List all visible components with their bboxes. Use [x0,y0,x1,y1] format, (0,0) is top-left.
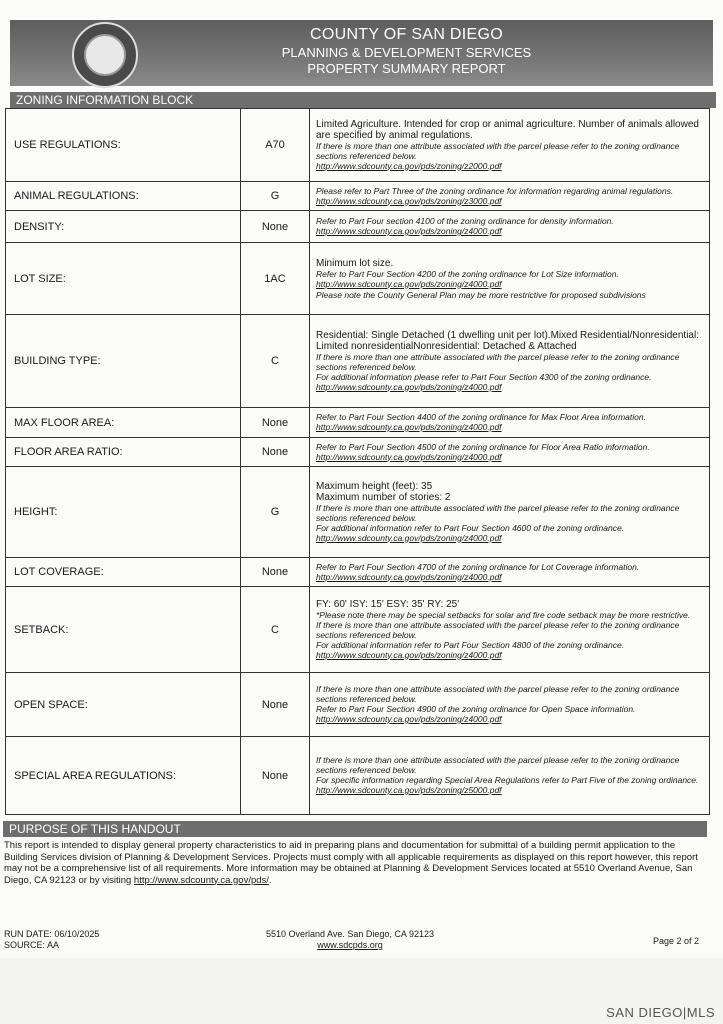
ordinance-link[interactable]: http://www.sdcounty.ca.gov/pds/zoning/z3000.pdf [316,195,502,206]
zoning-code: A70 [241,109,310,182]
description-line: Refer to Part Four Section 4200 of the zoning ordinance for Lot Size information. [316,268,619,279]
ordinance-link[interactable]: http://www.sdcounty.ca.gov/pds/zoning/z2000.pdf [316,160,502,171]
description-line: Refer to Part Four Section 4400 of the zoning ordinance for Max Floor Area information. [316,412,646,422]
description-line: Refer to Part Four section 4100 of the zoning ordinance for density information. [316,216,614,226]
description-line: Minimum lot size. [316,257,394,269]
zoning-code: C [241,315,310,408]
page-number: Page 2 of 2 [652,936,699,946]
zoning-description [310,408,710,438]
source: SOURCE: AA [4,940,60,950]
zoning-label: SPECIAL AREA REGULATIONS: [6,737,241,815]
zoning-code: None [241,673,310,737]
zoning-description [310,587,710,673]
footer-address: 5510 Overland Ave. San Diego, CA 92123 [266,929,434,939]
ordinance-link[interactable]: http://www.sdcounty.ca.gov/pds/zoning/z4000.pdf [316,714,502,724]
description-line: Limited Agriculture. Intended for crop or animal agriculture. Number of animals allowed are specified by animal regulations. [316,118,699,141]
zoning-row [6,558,710,587]
ordinance-link[interactable]: http://www.sdcounty.ca.gov/pds/zoning/z4000.pdf [316,278,502,289]
zoning-description [310,182,710,211]
zoning-row [6,109,710,182]
zoning-description [310,558,710,587]
zoning-code: G [241,467,310,558]
purpose-body: This report is intended to display general property characteristics to aid in preparing plans and documentation for submittal of a building permit application to the Building Services division of Planning & Development Services. Projects must comply with all applicable requirements as displayed on this report however, this report may not be a comprehensive list of all requirements. More information may be obtained at Planning & Development Services located at 5510 Overland Avenue, San Diego, CA 92123 or by visiting [4,840,698,886]
zoning-code: C [241,587,310,673]
zoning-row [6,408,710,438]
zoning-label: DENSITY: [6,211,241,243]
description-line: For additional information refer to Part Four Section 4600 of the zoning ordinance. [316,522,625,533]
zoning-section-title: ZONING INFORMATION BLOCK [10,92,716,108]
mls-watermark: SAN DIEGO|MLS [606,1005,715,1020]
zoning-description [310,673,710,737]
description-line: Refer to Part Four Section 4500 of the zoning ordinance for Floor Area Ratio information. [316,441,650,452]
report-header [10,20,713,86]
description-line: Maximum height (feet): 35 [316,480,433,492]
description-line: Please note the County General Plan may be more restrictive for proposed subdivisions [316,289,646,300]
county-title: COUNTY OF SAN DIEGO [310,26,503,43]
description-line: Maximum number of stories: 2 [316,491,451,503]
zoning-row [6,182,710,211]
zoning-label: ANIMAL REGULATIONS: [6,182,241,211]
zoning-code: None [241,558,310,587]
zoning-code: None [241,408,310,438]
ordinance-link[interactable]: http://www.sdcounty.ca.gov/pds/zoning/z5000.pdf [316,785,502,795]
footer-website[interactable]: www.sdcpds.org [317,940,383,950]
description-line: Please refer to Part Three of the zoning ordinance for information regarding animal regulations. [316,185,674,196]
zoning-description [310,737,710,815]
zoning-description [310,243,710,315]
description-line: If there is more than one attribute associated with the parcel please refer to the zoning ordinance sections referenced below. [316,755,680,775]
description-line: For additional information please refer to Part Four Section 4300 of the zoning ordinance. [316,371,652,382]
zoning-label: HEIGHT: [6,467,241,558]
zoning-label: MAX FLOOR AREA: [6,408,241,438]
department-title: PLANNING & DEVELOPMENT SERVICES [281,45,532,60]
zoning-description [310,438,710,467]
zoning-description [310,211,710,243]
purpose-text: This report is intended to display general property characteristics to aid in preparing plans and documentation for submittal of a building permit application to the Building Services division of Planning & Development Services. Projects must comply with all applicable requirements as displayed on this report however, this report may not be a comprehensive list of all requirements. More information may be obtained at Planning & Development Services located at 5510 Overland Avenue, San Diego, CA 92123 or by visiting http://www.sdcounty.ca.gov/pds/. [4,840,698,886]
ordinance-link[interactable]: http://www.sdcounty.ca.gov/pds/zoning/z4000.pdf [316,226,502,236]
purpose-link[interactable]: http://www.sdcounty.ca.gov/pds/ [133,874,269,886]
zoning-label: LOT SIZE: [6,243,241,315]
zoning-label: LOT COVERAGE: [6,558,241,587]
zoning-code: None [241,211,310,243]
zoning-row [6,243,710,315]
zoning-row [6,438,710,467]
description-line: Refer to Part Four Section 4700 of the zoning ordinance for Lot Coverage information. [316,561,640,572]
description-line: FY: 60' ISY: 15' ESY: 35' RY: 25' [316,598,460,610]
zoning-code: None [241,438,310,467]
zoning-description [310,467,710,558]
zoning-code: G [241,182,310,211]
ordinance-link[interactable]: http://www.sdcounty.ca.gov/pds/zoning/z4000.pdf [316,422,502,432]
report-title: PROPERTY SUMMARY REPORT [307,61,506,76]
description-line: If there is more than one attribute associated with the parcel please refer to the zoning ordinance sections referenced below. [316,351,680,372]
footer-run-info [4,929,99,951]
description-line: If there is more than one attribute associated with the parcel please refer to the zoning ordinance sections referenced below. [316,140,680,161]
zoning-row [6,587,710,673]
ordinance-link[interactable]: http://www.sdcounty.ca.gov/pds/zoning/z4000.pdf [316,571,502,582]
zoning-row [6,315,710,408]
ordinance-link[interactable]: http://www.sdcounty.ca.gov/pds/zoning/z4000.pdf [316,649,502,660]
ordinance-link[interactable]: http://www.sdcounty.ca.gov/pds/zoning/z4000.pdf [316,451,502,462]
zoning-label: BUILDING TYPE: [6,315,241,408]
zoning-label: OPEN SPACE: [6,673,241,737]
description-line: Refer to Part Four Section 4900 of the zoning ordinance for Open Space information. [316,704,636,714]
description-line: For specific information regarding Special Area Regulations refer to Part Five of the zoning ordinance. [316,775,699,785]
description-line: For additional information refer to Part Four Section 4800 of the zoning ordinance. [316,639,625,650]
purpose-section-title: PURPOSE OF THIS HANDOUT [3,821,707,837]
zoning-label: USE REGULATIONS: [6,109,241,182]
zoning-label: FLOOR AREA RATIO: [6,438,241,467]
ordinance-link[interactable]: http://www.sdcounty.ca.gov/pds/zoning/z4000.pdf [316,532,502,543]
description-line: If there is more than one attribute associated with the parcel please refer to the zoning ordinance sections referenced below. [316,684,680,704]
description-line: *Please note there may be special setbacks for solar and fire code setback may be more restrictive. [316,609,691,620]
zoning-description [310,315,710,408]
zoning-code: None [241,737,310,815]
zoning-table [5,108,710,815]
description-line: If there is more than one attribute associated with the parcel please refer to the zoning ordinance sections referenced below. [316,502,680,523]
zoning-row [6,467,710,558]
zoning-row [6,673,710,737]
zoning-label: SETBACK: [6,587,241,673]
ordinance-link[interactable]: http://www.sdcounty.ca.gov/pds/zoning/z4000.pdf [316,381,502,392]
county-seal-icon [72,22,138,88]
run-date: RUN DATE: 06/10/2025 [4,929,100,939]
zoning-code: 1AC [241,243,310,315]
zoning-row [6,737,710,815]
zoning-description [310,109,710,182]
description-line: If there is more than one attribute associated with the parcel please refer to the zoning ordinance sections referenced below. [316,619,680,640]
description-line: Residential: Single Detached (1 dwelling unit per lot).Mixed Residential/Nonresidential: Limited nonresidentialNonresidential: Detached & Attached [316,329,699,352]
zoning-row [6,211,710,243]
footer-address-block [250,929,450,951]
